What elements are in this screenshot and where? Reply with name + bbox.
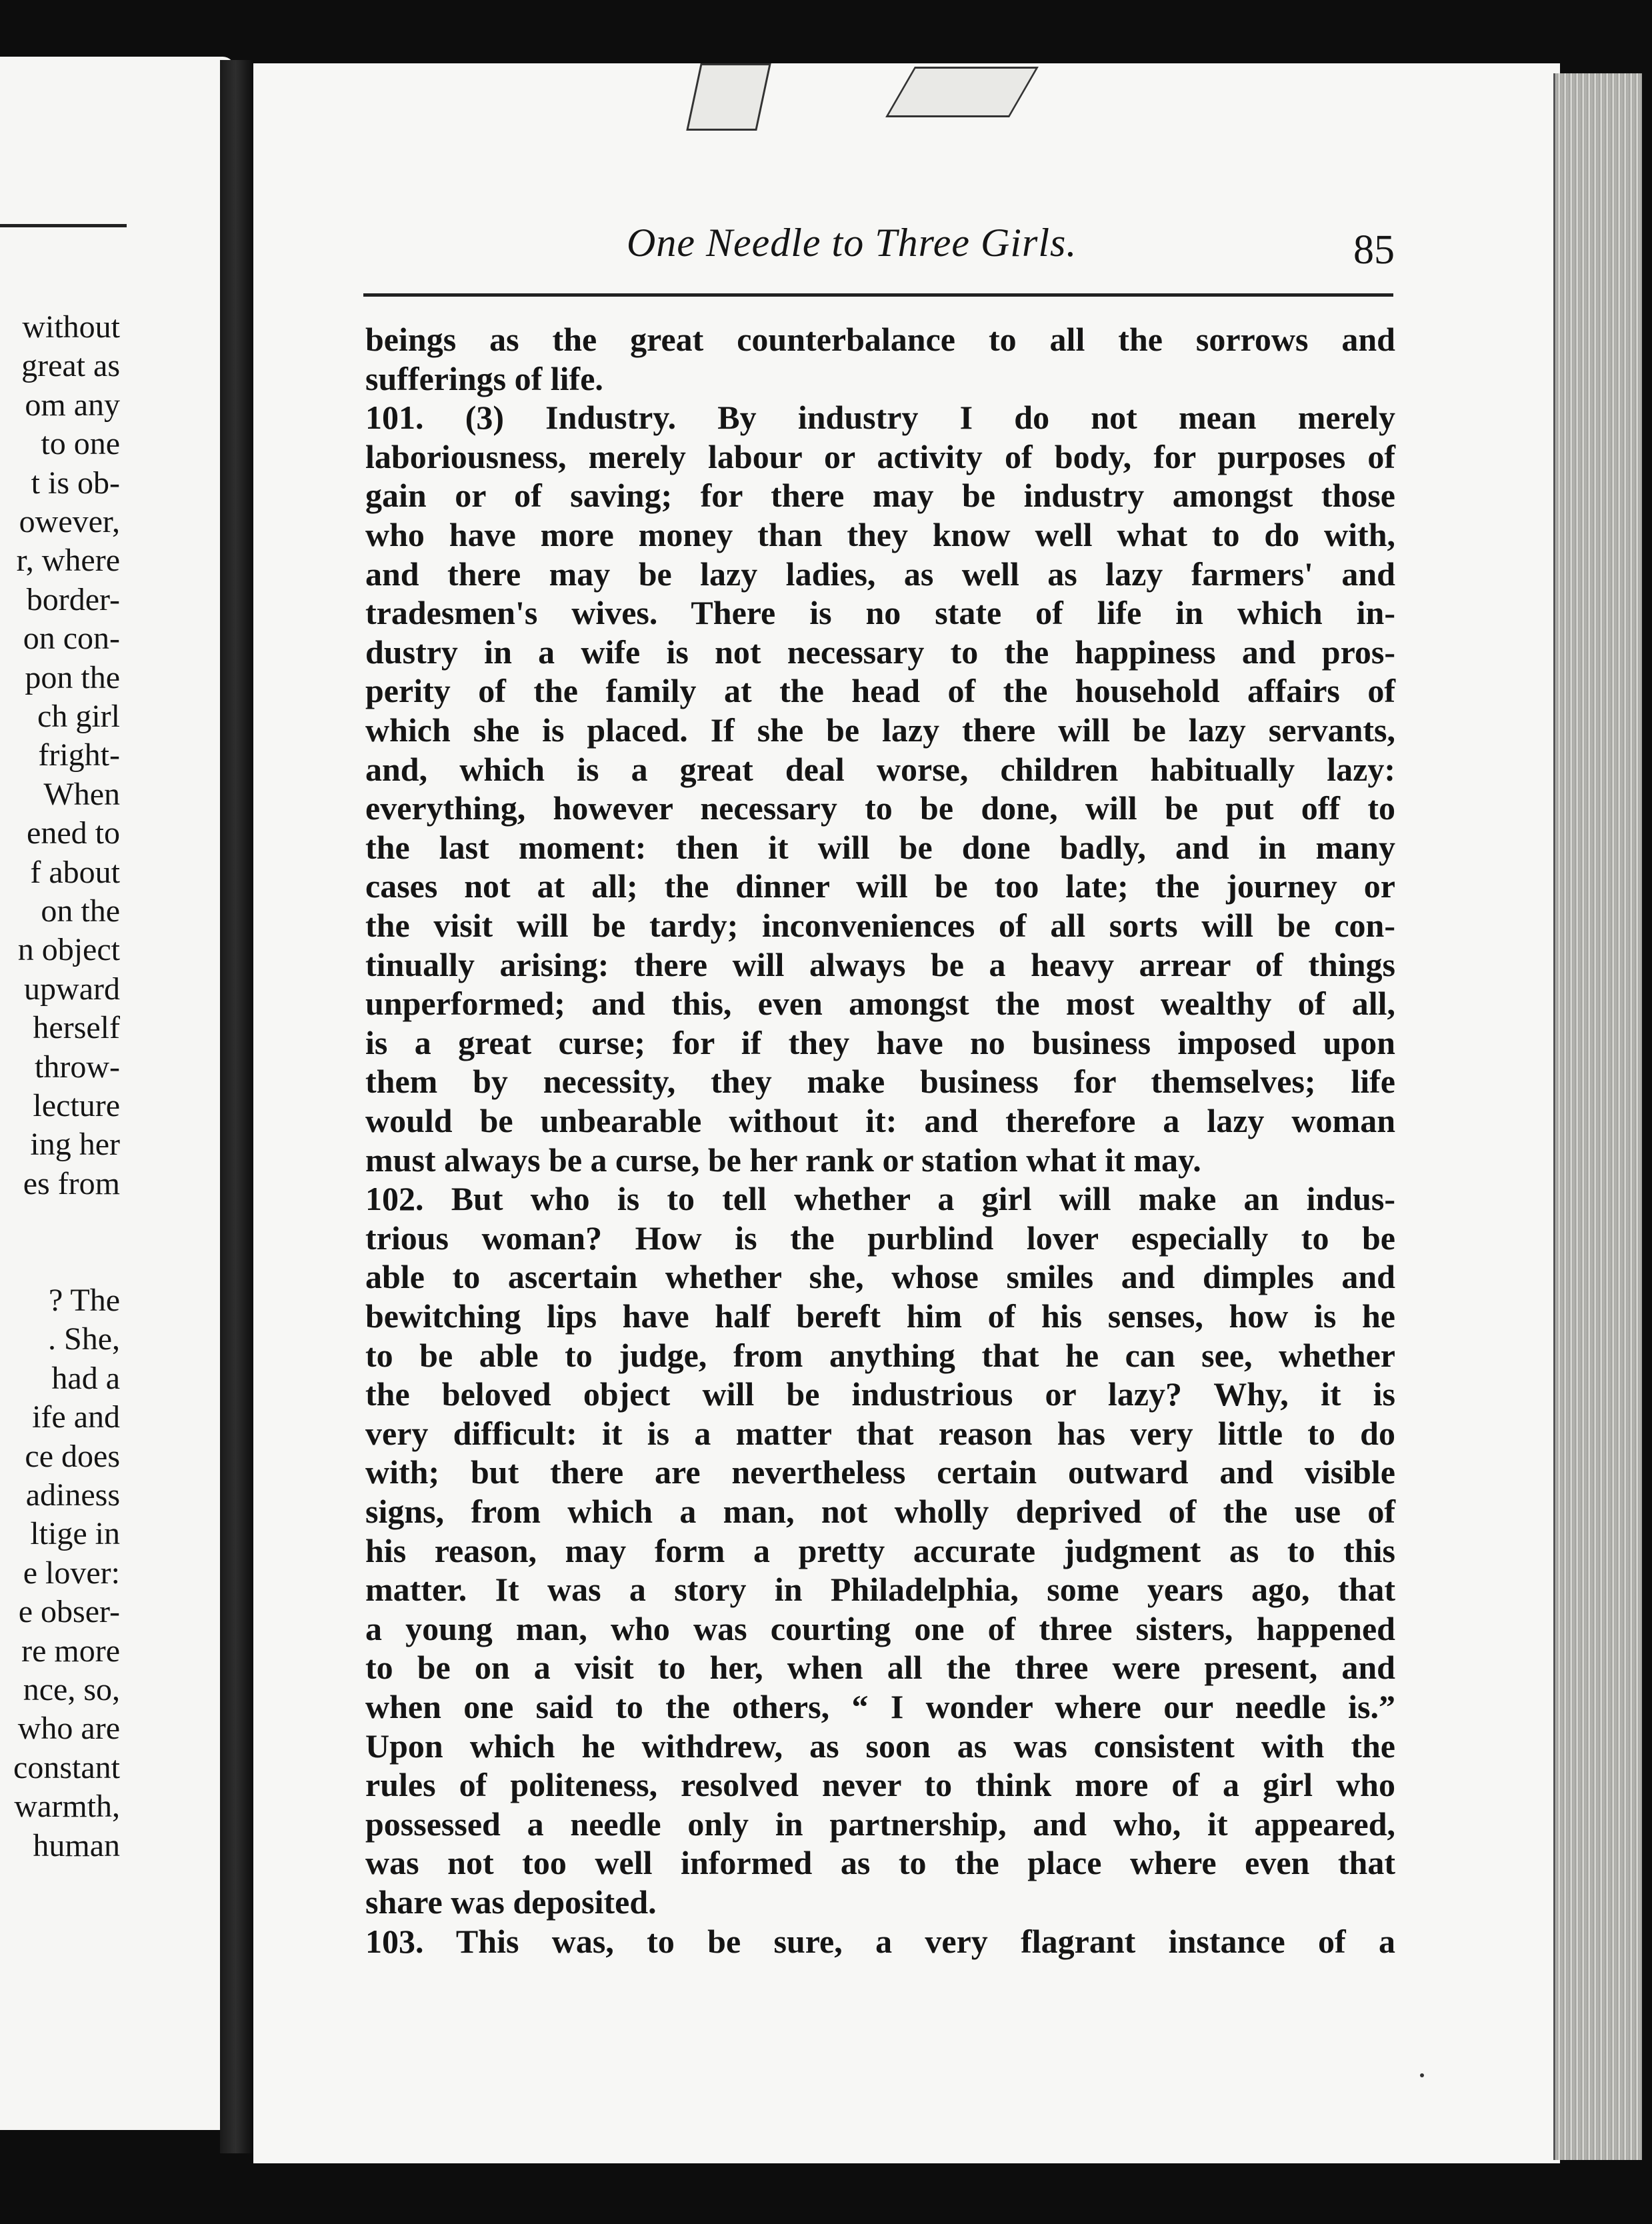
left-page-line: r, where: [16, 543, 120, 579]
text-line: 101. (3) Industry. By industry I do not mean merely: [365, 399, 1395, 437]
left-page-line: t is ob-: [31, 465, 120, 501]
left-page-line: e lover:: [23, 1555, 120, 1591]
text-line: very difficult: it is a matter that reason has very little to do: [365, 1414, 1395, 1452]
page-number: 85: [1353, 227, 1395, 273]
text-line: 103. This was, to be sure, a very flagrant instance of a: [365, 1922, 1395, 1960]
left-page-line: had a: [51, 1360, 120, 1396]
text-line: trious woman? How is the purblind lover especially to be: [365, 1219, 1395, 1257]
left-page-line: constant: [13, 1749, 120, 1785]
text-line: and there may be lazy ladies, as well as lazy farmers' and: [365, 555, 1395, 593]
page-edges: [1553, 73, 1642, 2160]
text-line: must always be a curse, be her rank or station what it may.: [365, 1141, 1201, 1179]
text-line: sufferings of life.: [365, 359, 603, 397]
left-page-line: border-: [26, 581, 120, 617]
left-page-line: ch girl: [37, 699, 120, 734]
text-line: perity of the family at the head of the household affairs of: [365, 672, 1395, 710]
text-line: and, which is a great deal worse, children habitually lazy:: [365, 750, 1395, 788]
text-line: unperformed; and this, even amongst the most wealthy of all,: [365, 985, 1395, 1023]
running-header: One Needle to Three Girls.: [627, 221, 1077, 265]
left-page-line: adiness: [25, 1477, 120, 1513]
text-line: which she is placed. If she be lazy there will be lazy servants,: [365, 711, 1395, 749]
text-line: Upon which he withdrew, as soon as was consistent with the: [365, 1727, 1395, 1765]
left-page-rule: [0, 224, 127, 227]
left-page-line: n object: [17, 932, 120, 968]
text-line: able to ascertain whether she, whose smiles and dimples and: [365, 1258, 1395, 1296]
left-page-line: re more: [21, 1633, 120, 1669]
text-line: laboriousness, merely labour or activity of body, for purposes of: [365, 437, 1395, 475]
left-page-line: ened to: [27, 815, 120, 851]
left-page-line: human: [33, 1827, 120, 1863]
left-page-line: owever,: [19, 504, 120, 539]
left-page-line: upward: [24, 971, 120, 1007]
left-page-line: ? The: [48, 1283, 120, 1318]
book-gutter: [220, 60, 255, 2153]
left-page-line: on the: [41, 893, 120, 929]
left-page-line: ing her: [30, 1127, 120, 1163]
left-page-line: who are: [17, 1711, 120, 1747]
left-page-line: pon the: [25, 659, 120, 695]
text-line: share was deposited.: [365, 1883, 657, 1921]
left-page-line: to one: [41, 426, 120, 462]
left-page-line: om any: [25, 387, 120, 423]
left-page-line: herself: [33, 1010, 120, 1046]
left-page-line: warmth,: [14, 1789, 120, 1825]
text-line: dustry in a wife is not necessary to the happiness and pros-: [365, 633, 1395, 671]
text-line: the beloved object will be industrious or lazy? Why, it is: [365, 1375, 1395, 1413]
left-page-line: f about: [30, 854, 120, 890]
text-line: tradesmen's wives. There is no state of life in which in-: [365, 594, 1395, 632]
left-page-line: es from: [23, 1165, 120, 1201]
text-line: beings as the great counterbalance to all the sorrows and: [365, 321, 1395, 358]
left-page-line: on con-: [23, 621, 120, 657]
text-line: a young man, who was courting one of three sisters, happened: [365, 1609, 1395, 1647]
text-line: them by necessity, they make business for themselves; life: [365, 1063, 1395, 1101]
left-page-line: fright-: [38, 737, 120, 773]
text-line: when one said to the others, “ I wonder where our needle is.”: [365, 1688, 1395, 1725]
text-line: to be able to judge, from anything that he can see, whether: [365, 1336, 1395, 1374]
left-page-line: lecture: [33, 1088, 120, 1123]
left-page-line: great as: [21, 348, 120, 384]
left-page-line: nce, so,: [23, 1672, 120, 1707]
text-line: his reason, may form a pretty accurate judgment as to this: [365, 1531, 1395, 1569]
text-line: bewitching lips have half bereft him of his senses, how is he: [365, 1297, 1395, 1335]
left-page-line: When: [43, 776, 120, 812]
left-page-line: without: [22, 309, 120, 345]
text-line: rules of politeness, resolved never to think more of a girl who: [365, 1766, 1395, 1804]
text-line: with; but there are nevertheless certain outward and visible: [365, 1453, 1395, 1491]
text-line: tinually arising: there will always be a heavy arrear of things: [365, 945, 1395, 983]
speck: [1420, 2073, 1424, 2077]
text-line: would be unbearable without it: and therefore a lazy woman: [365, 1102, 1395, 1139]
left-page-line: ce does: [25, 1438, 120, 1474]
header-rule: [363, 293, 1393, 297]
text-line: gain or of saving; for there may be industry amongst those: [365, 477, 1395, 515]
text-line: 102. But who is to tell whether a girl will make an indus-: [365, 1180, 1395, 1218]
text-line: the last moment: then it will be done badly, and in many: [365, 828, 1395, 866]
left-page-line: ltige in: [30, 1516, 120, 1552]
text-line: was not too well informed as to the place where even that: [365, 1844, 1395, 1882]
text-line: cases not at all; the dinner will be too late; the journey or: [365, 867, 1395, 905]
left-page-line: throw-: [35, 1049, 120, 1085]
text-line: everything, however necessary to be done, will be put off to: [365, 789, 1395, 827]
text-line: to be on a visit to her, when all the three were present, and: [365, 1649, 1395, 1687]
text-line: the visit will be tardy; inconveniences of all sorts will be con-: [365, 907, 1395, 944]
text-line: signs, from which a man, not wholly deprived of the use of: [365, 1493, 1395, 1530]
text-line: matter. It was a story in Philadelphia, some years ago, that: [365, 1571, 1395, 1609]
paper-tab: [686, 63, 771, 131]
left-page-line: . She,: [48, 1321, 120, 1357]
text-line: is a great curse; for if they have no business imposed upon: [365, 1023, 1395, 1061]
left-page-line: ife and: [32, 1399, 120, 1435]
left-page-line: e obser-: [18, 1594, 120, 1630]
text-line: possessed a needle only in partnership, and who, it appeared,: [365, 1805, 1395, 1843]
text-line: who have more money than they know well what to do with,: [365, 516, 1395, 553]
